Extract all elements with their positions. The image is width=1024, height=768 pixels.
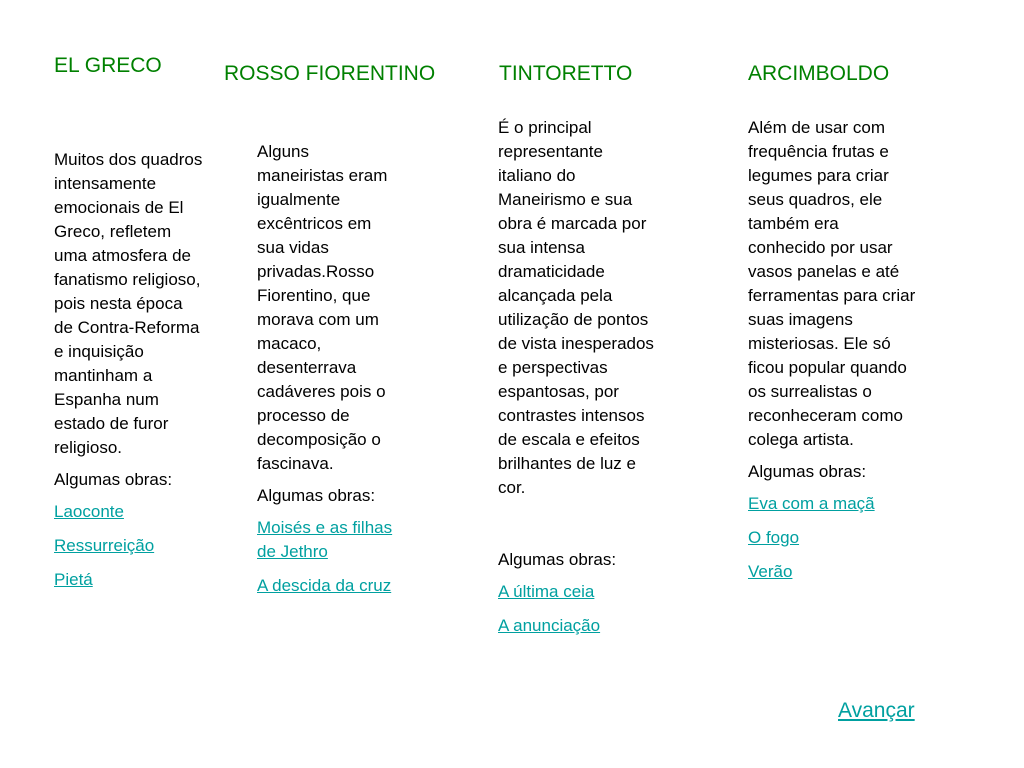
link-verao[interactable]: Verão [748, 562, 793, 581]
link-ultima-ceia[interactable]: A última ceia [498, 582, 595, 601]
works-label-arcimboldo: Algumas obras: [748, 462, 867, 481]
works-list-tintoretto [498, 580, 660, 638]
works-label-tintoretto: Algumas obras: [498, 550, 617, 569]
link-ressurreicao[interactable]: Ressurreição [54, 536, 155, 555]
works-list-arcimboldo [748, 492, 920, 584]
title-rosso-fiorentino: ROSSO FIORENTINO [224, 62, 436, 85]
works-list-rosso-fiorentino [257, 516, 397, 598]
works-label-el-greco: Algumas obras: [54, 470, 173, 489]
link-pieta[interactable]: Pietá [54, 570, 93, 589]
link-anunciacao[interactable]: A anunciação [498, 616, 601, 635]
title-tintoretto: TINTORETTO [499, 62, 633, 85]
description-el-greco: Muitos dos quadros intensamente emocionais de El Greco, refletem uma atmosfera de fanatismo religioso, pois nesta época de Contra-Reforma e inquisição mantinham a Espanha num estado de furor religioso. [54, 150, 203, 457]
link-moises-filhas-jethro[interactable]: Moisés e as filhas de Jethro [257, 518, 393, 561]
column-rosso-fiorentino [257, 140, 397, 598]
link-o-fogo[interactable]: O fogo [748, 528, 800, 547]
works-list-el-greco [54, 500, 204, 592]
description-arcimboldo: Além de usar com frequência frutas e legumes para criar seus quadros, ele também era conhecido por usar vasos panelas e até ferramentas para criar suas imagens misteriosas. Ele só ficou popular quando os surrealistas o reconheceram como colega artista. [748, 118, 916, 449]
next-button[interactable]: Avançar [838, 699, 915, 722]
description-tintoretto: É o principal representante italiano do Maneirismo e sua obra é marcada por sua intensa dramaticidade alcançada pela utilização de pontos de vista inesperados e perspectivas espantosas, por contrastes intensos de escala e efeitos brilhantes de luz e cor. [498, 118, 654, 497]
description-rosso-fiorentino: Alguns maneiristas eram igualmente excêntricos em sua vidas privadas.Rosso Fiorentino, que morava com um macaco, desenterrava cadáveres pois o processo de decomposição o fascinava. [257, 142, 388, 473]
works-label-rosso-fiorentino: Algumas obras: [257, 486, 376, 505]
link-laoconte[interactable]: Laoconte [54, 502, 124, 521]
column-el-greco [54, 148, 204, 592]
link-eva-com-a-maca[interactable]: Eva com a maçã [748, 494, 875, 513]
link-descida-da-cruz[interactable]: A descida da cruz [257, 576, 392, 595]
title-arcimboldo: ARCIMBOLDO [748, 62, 890, 85]
title-el-greco: EL GRECO [54, 54, 162, 77]
column-arcimboldo [748, 116, 920, 584]
column-tintoretto [498, 116, 660, 638]
